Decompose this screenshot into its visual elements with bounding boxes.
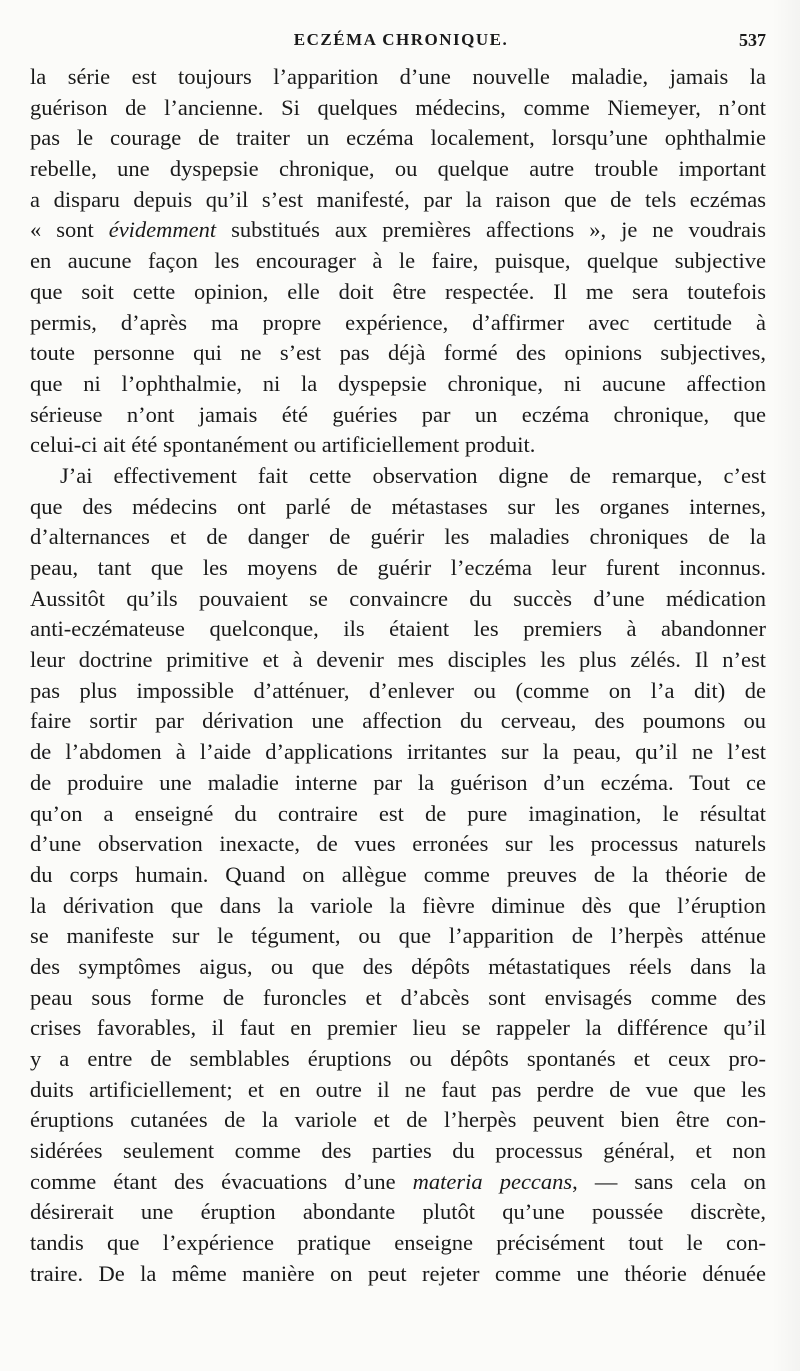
- line-text: peau, tant que les moyens de guérir l’eczéma leur furent inconnus.: [30, 555, 766, 580]
- text-line: [30, 154, 766, 185]
- line-text: la dérivation que dans la variole la fièvre diminue dès que l’éruption: [30, 892, 766, 918]
- line-text: crises favorables, il faut en premier lieu se rappeler la différence qu’il: [30, 1015, 766, 1041]
- body-text: [30, 62, 766, 1290]
- text-line: [30, 1044, 766, 1075]
- line-text: duits artificiellement; et en outre il ne faut pas perdre de vue que les: [30, 1076, 766, 1102]
- text-line: [30, 952, 766, 983]
- line-text: que soit cette opinion, elle doit être respectée. Il me sera toutefois: [30, 278, 766, 304]
- text-line: [30, 1013, 766, 1044]
- text-line: [30, 308, 766, 339]
- line-text: des symptômes aigus, ou que des dépôts métastatiques réels dans la: [30, 953, 766, 979]
- text-line: [30, 123, 766, 154]
- text-line: [30, 1075, 766, 1106]
- text-line: [30, 921, 766, 952]
- text-line: [30, 277, 766, 308]
- line-text: sérieuse n’ont jamais été guéries par un eczéma chronique, que: [30, 401, 766, 427]
- line-text: éruptions cutanées de la variole et de l’herpès peuvent bien être con-: [30, 1107, 766, 1133]
- text-line: [30, 983, 766, 1014]
- line-text: toute personne qui ne s’est pas déjà formé des opinions subjectives,: [30, 340, 766, 366]
- text-line: [30, 1259, 766, 1290]
- line-text: leur doctrine primitive et à devenir mes disciples les plus zélés. Il n’est: [30, 647, 766, 673]
- text-line: [30, 246, 766, 277]
- text-line: [30, 461, 766, 492]
- line-text: faire sortir par dérivation une affection du cerveau, des poumons ou: [30, 708, 766, 734]
- line-text: d’alternances et de danger de guérir les maladies chroniques de la: [30, 524, 766, 550]
- line-text: sidérées seulement comme des parties du processus général, et non: [30, 1138, 766, 1164]
- line-text: , — sans cela on: [572, 1168, 766, 1194]
- line-text: substitués aux premières affections », je ne voudrais: [216, 217, 766, 243]
- text-line: [30, 1197, 766, 1228]
- line-text: anti-eczémateuse quelconque, ils étaient les premiers à abandonner: [30, 616, 766, 642]
- line-text: y a entre de semblables éruptions ou dépôts spontanés et ceux pro-: [30, 1046, 766, 1071]
- text-line: [30, 1105, 766, 1136]
- line-text: en aucune façon les encourager à le faire, puisque, quelque subjective: [30, 248, 766, 274]
- text-line: [30, 1136, 766, 1167]
- text-line: [30, 1228, 766, 1259]
- text-line: [30, 369, 766, 400]
- line-text: pas le courage de traiter un eczéma localement, lorsqu’une ophthalmie: [30, 125, 766, 151]
- line-text: Aussitôt qu’ils pouvaient se convaincre du succès d’une médication: [30, 585, 766, 611]
- line-text: désirerait une éruption abondante plutôt qu’une poussée discrète,: [30, 1199, 766, 1225]
- text-line: [30, 737, 766, 768]
- line-text: tandis que l’expérience pratique enseigne précisément tout le con-: [30, 1230, 766, 1256]
- text-line: [30, 584, 766, 615]
- line-text: a disparu depuis qu’il s’est manifesté, par la raison que de tels eczémas: [30, 186, 766, 212]
- italic-text: évidemment: [108, 217, 217, 243]
- line-text: guérison de l’ancienne. Si quelques médecins, comme Niemeyer, n’ont: [30, 94, 766, 120]
- line-text: pas plus impossible d’atténuer, d’enlever ou (comme on l’a dit) de: [30, 677, 766, 703]
- line-text: rebelle, une dyspepsie chronique, ou quelque autre trouble important: [30, 156, 766, 182]
- line-text: du corps humain. Quand on allègue comme preuves de la théorie de: [30, 861, 766, 887]
- line-text: « sont: [30, 217, 109, 243]
- page-number: 537: [739, 30, 766, 50]
- line-text: de produire une maladie interne par la guérison d’un eczéma. Tout ce: [30, 769, 766, 795]
- italic-text: materia peccans: [412, 1168, 573, 1194]
- text-line: [30, 676, 766, 707]
- line-text: de l’abdomen à l’aide d’applications irritantes sur la peau, qu’il ne l’est: [30, 739, 766, 765]
- running-head: ECZÉMA CHRONIQUE.: [293, 30, 509, 49]
- line-text: la série est toujours l’apparition d’une nouvelle maladie, jamais la: [30, 64, 766, 89]
- text-line: [30, 706, 766, 737]
- line-text: J’ai effectivement fait cette observation digne de remarque, c’est: [60, 462, 766, 488]
- text-line: [30, 338, 766, 369]
- text-line: [30, 522, 766, 553]
- line-text: qu’on a enseigné du contraire est de pure imagination, le résultat: [30, 800, 766, 826]
- line-text: peau sous forme de furoncles et d’abcès sont envisagés comme des: [30, 984, 766, 1010]
- text-line: [30, 553, 766, 584]
- text-line: [30, 829, 766, 860]
- line-text: d’une observation inexacte, de vues erronées sur les processus naturels: [30, 831, 766, 857]
- page-header: [36, 30, 766, 58]
- line-text: se manifeste sur le tégument, ou que l’apparition de l’herpès atténue: [30, 923, 766, 949]
- text-line: [30, 185, 766, 216]
- text-line: [30, 400, 766, 431]
- text-line: [30, 62, 766, 93]
- text-line: [30, 215, 766, 246]
- text-line: [30, 1167, 766, 1198]
- text-line: [30, 93, 766, 124]
- text-line: [30, 799, 766, 830]
- text-line: [30, 891, 766, 922]
- text-line: [30, 860, 766, 891]
- text-line: [30, 430, 766, 461]
- line-text: que ni l’ophthalmie, ni la dyspepsie chronique, ni aucune affection: [30, 370, 766, 396]
- line-text: celui-ci ait été spontanément ou artificiellement produit.: [30, 432, 536, 458]
- text-line: [30, 645, 766, 676]
- line-text: permis, d’après ma propre expérience, d’affirmer avec certitude à: [30, 309, 766, 335]
- line-text: comme étant des évacuations d’une: [30, 1168, 413, 1194]
- text-line: [30, 614, 766, 645]
- line-text: que des médecins ont parlé de métastases sur les organes internes,: [30, 493, 766, 519]
- text-line: [30, 768, 766, 799]
- line-text: traire. De la même manière on peut rejeter comme une théorie dénuée: [30, 1260, 766, 1286]
- text-line: [30, 492, 766, 523]
